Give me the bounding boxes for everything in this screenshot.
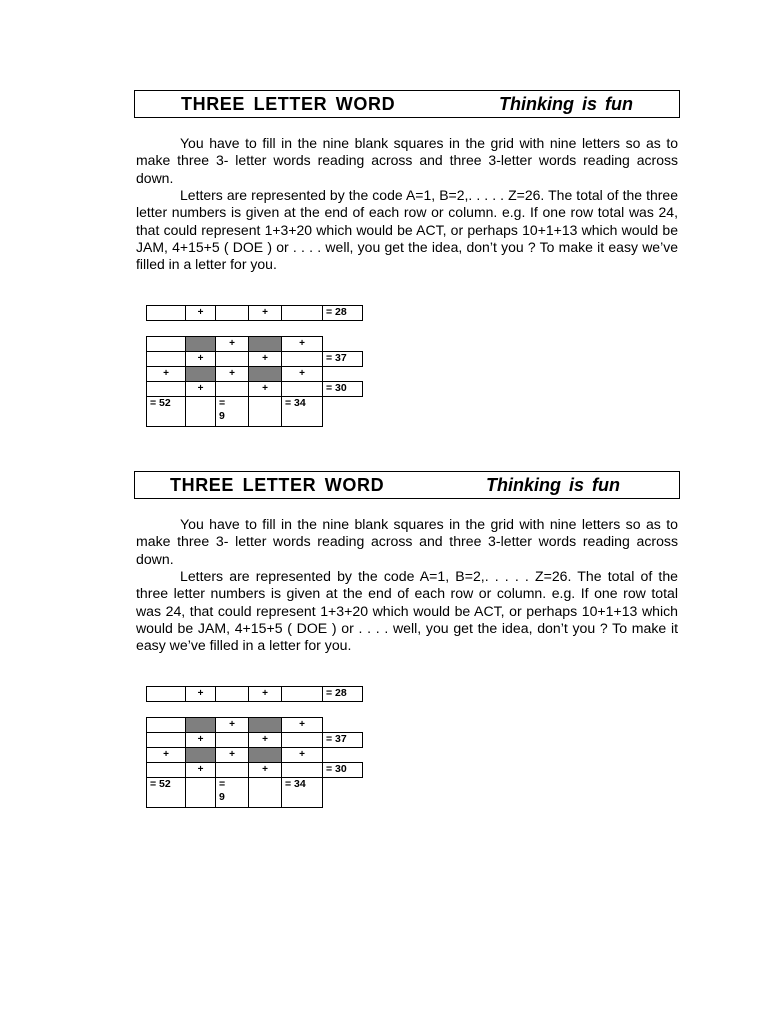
row-total: = 30 xyxy=(322,381,363,397)
row-total: = 28 xyxy=(322,305,363,321)
column-total: = 9 xyxy=(215,777,249,808)
grid-cell[interactable] xyxy=(146,305,186,321)
grid-cell[interactable]: + xyxy=(248,381,282,397)
sheet-subtitle: Thinking is fun xyxy=(499,94,633,114)
grid-cell[interactable]: + xyxy=(185,762,216,778)
grid-cell[interactable] xyxy=(248,396,282,427)
grid-cell[interactable] xyxy=(146,717,186,733)
grid-cell[interactable]: + xyxy=(248,305,282,321)
shaded-cell xyxy=(248,717,282,733)
grid-cell[interactable]: + xyxy=(281,366,323,382)
shaded-cell xyxy=(185,717,216,733)
grid-cell[interactable]: + xyxy=(185,381,216,397)
instructions-paragraph-2: Letters are represented by the code A=1, B=2,. . . . . Z=26. The total of the three letter numbers is given at the end of each row or column. e.g. If one row total was 24, that could represent 1+3+20 which would be ACT, or perhaps 10+1+13 which would be JAM, 4+15+5 ( DOE ) or . . . . well, you get the idea, don’t you ? To make it easy we’ve filled in a letter for you. xyxy=(136,568,678,654)
puzzle-grid xyxy=(146,686,376,811)
shaded-cell xyxy=(185,747,216,763)
grid-cell[interactable]: + xyxy=(248,686,282,702)
column-total: = 34 xyxy=(281,396,323,427)
grid-cell[interactable] xyxy=(146,336,186,352)
shaded-cell xyxy=(185,336,216,352)
grid-cell[interactable] xyxy=(281,381,323,397)
grid-cell[interactable]: + xyxy=(248,732,282,748)
sheet-subtitle: Thinking is fun xyxy=(486,475,620,495)
grid-cell[interactable]: + xyxy=(281,747,323,763)
grid-cell[interactable]: + xyxy=(248,351,282,367)
grid-cell[interactable]: + xyxy=(146,366,186,382)
grid-cell[interactable] xyxy=(146,686,186,702)
row-total: = 37 xyxy=(322,351,363,367)
shaded-cell xyxy=(248,747,282,763)
column-total: = 9 xyxy=(215,396,249,427)
grid-cell[interactable]: + xyxy=(185,305,216,321)
grid-cell[interactable] xyxy=(146,732,186,748)
grid-cell[interactable] xyxy=(215,686,249,702)
grid-cell[interactable]: + xyxy=(185,686,216,702)
title-bar xyxy=(134,90,680,118)
row-total: = 30 xyxy=(322,762,363,778)
grid-cell[interactable] xyxy=(281,351,323,367)
grid-cell[interactable]: + xyxy=(215,366,249,382)
grid-cell[interactable] xyxy=(215,762,249,778)
sheet-title: THREE LETTER WORD xyxy=(181,94,396,114)
shaded-cell xyxy=(248,366,282,382)
grid-cell[interactable] xyxy=(215,381,249,397)
grid-cell[interactable]: + xyxy=(185,351,216,367)
grid-cell[interactable] xyxy=(281,762,323,778)
grid-cell[interactable] xyxy=(146,381,186,397)
grid-cell[interactable] xyxy=(215,305,249,321)
title-bar xyxy=(134,471,680,499)
grid-cell[interactable]: + xyxy=(248,762,282,778)
grid-cell[interactable] xyxy=(248,777,282,808)
sheet-title: THREE LETTER WORD xyxy=(170,475,385,495)
grid-cell[interactable]: + xyxy=(281,336,323,352)
column-total: = 34 xyxy=(281,777,323,808)
grid-cell[interactable]: + xyxy=(215,747,249,763)
shaded-cell xyxy=(185,366,216,382)
grid-cell[interactable] xyxy=(281,686,323,702)
grid-cell[interactable] xyxy=(185,396,216,427)
grid-cell[interactable]: + xyxy=(185,732,216,748)
grid-cell[interactable]: + xyxy=(215,336,249,352)
row-total: = 37 xyxy=(322,732,363,748)
grid-cell[interactable] xyxy=(215,351,249,367)
grid-cell[interactable] xyxy=(185,777,216,808)
grid-cell[interactable] xyxy=(281,305,323,321)
grid-cell[interactable] xyxy=(215,732,249,748)
instructions-paragraph-1: You have to fill in the nine blank squares in the grid with nine letters so as to make three 3- letter words reading across and three 3-letter words reading across down. xyxy=(136,135,678,186)
instructions-paragraph-1: You have to fill in the nine blank squares in the grid with nine letters so as to make three 3- letter words reading across and three 3-letter words reading across down. xyxy=(136,516,678,567)
instructions-paragraph-2: Letters are represented by the code A=1, B=2,. . . . . Z=26. The total of the three letter numbers is given at the end of each row or column. e.g. If one row total was 24, that could represent 1+3+20 which would be ACT, or perhaps 10+1+13 which would be JAM, 4+15+5 ( DOE ) or . . . . well, you get the idea, don’t you ? To make it easy we’ve filled in a letter for you. xyxy=(136,187,678,273)
shaded-cell xyxy=(248,336,282,352)
puzzle-grid xyxy=(146,305,376,430)
grid-cell[interactable]: + xyxy=(215,717,249,733)
row-total: = 28 xyxy=(322,686,363,702)
column-total: = 52 xyxy=(146,777,186,808)
grid-cell[interactable] xyxy=(146,762,186,778)
grid-cell[interactable]: + xyxy=(146,747,186,763)
grid-cell[interactable] xyxy=(146,351,186,367)
column-total: = 52 xyxy=(146,396,186,427)
grid-cell[interactable] xyxy=(281,732,323,748)
grid-cell[interactable]: + xyxy=(281,717,323,733)
